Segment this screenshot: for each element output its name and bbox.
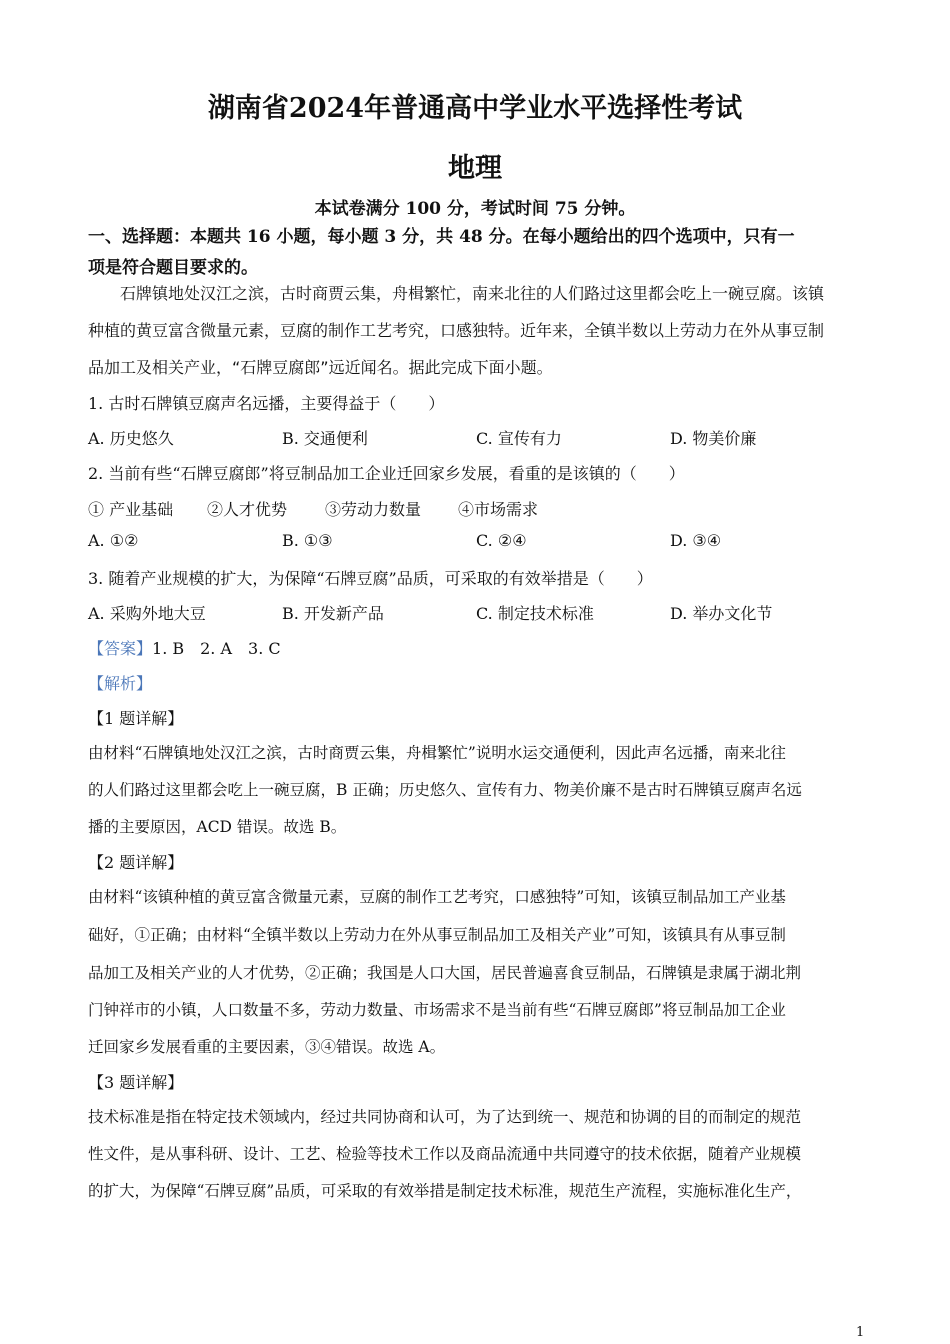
detail-1-line: 播的主要原因，ACD 错误。故选 B。 (88, 818, 347, 836)
detail-3-heading: 【3 题详解】 (88, 1073, 184, 1092)
detail-2-line: 品加工及相关产业的人才优势，②正确；我国是人口大国，居民普遍喜食豆制品，石牌镇是隶属于湖北荆 (88, 964, 802, 982)
analysis-tag: 【解析】 (88, 674, 153, 693)
detail-3-line: 技术标准是指在特定技术领域内，经过共同协商和认可，为了达到统一、规范和协调的目的而制定的规范 (88, 1108, 802, 1126)
q2-item-3: ③劳动力数量 (325, 500, 422, 519)
q3-option-d: D. 举办文化节 (670, 604, 773, 623)
passage-line: 石牌镇地处汉江之滨，古时商贾云集，舟楫繁忙，南来北往的人们路过这里都会吃上一碗豆腐。该镇 (120, 284, 825, 303)
q1-option-a: A. 历史悠久 (88, 429, 174, 448)
question-1-stem: 1. 古时石牌镇豆腐声名远播，主要得益于（ ） (88, 394, 445, 413)
q1-option-b: B. 交通便利 (282, 429, 368, 448)
section-heading-line1: 一、选择题：本题共 16 小题，每小题 3 分，共 48 分。在每小题给出的四个选项中，只有一 (88, 227, 795, 247)
detail-2-line: 迁回家乡发展看重的主要因素，③④错误。故选 A。 (88, 1038, 446, 1056)
detail-2-heading: 【2 题详解】 (88, 853, 184, 872)
q1-option-c: C. 宣传有力 (476, 429, 562, 448)
detail-2-line: 门钟祥市的小镇，人口数量不多，劳动力数量、市场需求不是当前有些“石牌豆腐郎”将豆制品加工企业 (88, 1001, 786, 1019)
detail-2-line: 由材料“该镇种植的黄豆富含微量元素，豆腐的制作工艺考究，口感独特”可知，该镇豆制品加工产业基 (88, 888, 786, 906)
exam-info: 本试卷满分 100 分，考试时间 75 分钟。 (314, 199, 636, 219)
q2-item-1: ① 产业基础 (88, 500, 174, 519)
q2-option-d: D. ③④ (670, 531, 722, 550)
q1-option-d: D. 物美价廉 (670, 429, 757, 448)
page-number: 1 (856, 1325, 865, 1340)
passage-line: 品加工及相关产业，“石牌豆腐郎”远近闻名。据此完成下面小题。 (88, 358, 553, 377)
q3-option-b: B. 开发新产品 (282, 604, 384, 623)
question-2-stem: 2. 当前有些“石牌豆腐郎”将豆制品加工企业迁回家乡发展，看重的是该镇的（ ） (88, 464, 685, 483)
q2-item-2: ②人才优势 (207, 500, 288, 519)
q3-option-a: A. 采购外地大豆 (88, 604, 206, 623)
answer-line (88, 636, 281, 659)
section-heading-line2: 项是符合题目要求的。 (88, 258, 258, 278)
q3-option-c: C. 制定技术标准 (476, 604, 594, 623)
question-3-stem: 3. 随着产业规模的扩大，为保障“石牌豆腐”品质，可采取的有效举措是（ ） (88, 569, 653, 588)
detail-2-line: 础好，①正确；由材料“全镇半数以上劳动力在外从事豆制品加工及相关产业”可知，该镇具有从事豆制 (88, 926, 786, 944)
passage-line: 种植的黄豆富含微量元素，豆腐的制作工艺考究，口感独特。近年来，全镇半数以上劳动力在外从事豆制 (88, 321, 825, 340)
detail-1-line: 的人们路过这里都会吃上一碗豆腐，B 正确；历史悠久、宣传有力、物美价廉不是古时石牌镇豆腐声名远 (88, 781, 802, 799)
document-title: 湖南省2024年普通高中学业水平选择性考试 (207, 93, 743, 124)
q2-option-a: A. ①② (88, 531, 139, 550)
detail-1-heading: 【1 题详解】 (88, 709, 184, 728)
q2-item-4: ④市场需求 (458, 500, 539, 519)
answer-tag: 【答案】 (88, 639, 153, 658)
answer-text: 1. B 2. A 3. C (152, 639, 281, 658)
subject-title: 地理 (448, 153, 502, 184)
detail-3-line: 性文件，是从事科研、设计、工艺、检验等技术工作以及商品流通中共同遵守的技术依据，随着产业规模 (88, 1145, 802, 1163)
detail-1-line: 由材料“石牌镇地处汉江之滨，古时商贾云集，舟楫繁忙”说明水运交通便利，因此声名远播，南来北往 (88, 744, 786, 762)
q2-option-b: B. ①③ (282, 531, 333, 550)
q2-option-c: C. ②④ (476, 531, 527, 550)
detail-3-line: 的扩大，为保障“石牌豆腐”品质，可采取的有效举措是制定技术标准，规范生产流程，实施标准化生产， (88, 1182, 802, 1200)
